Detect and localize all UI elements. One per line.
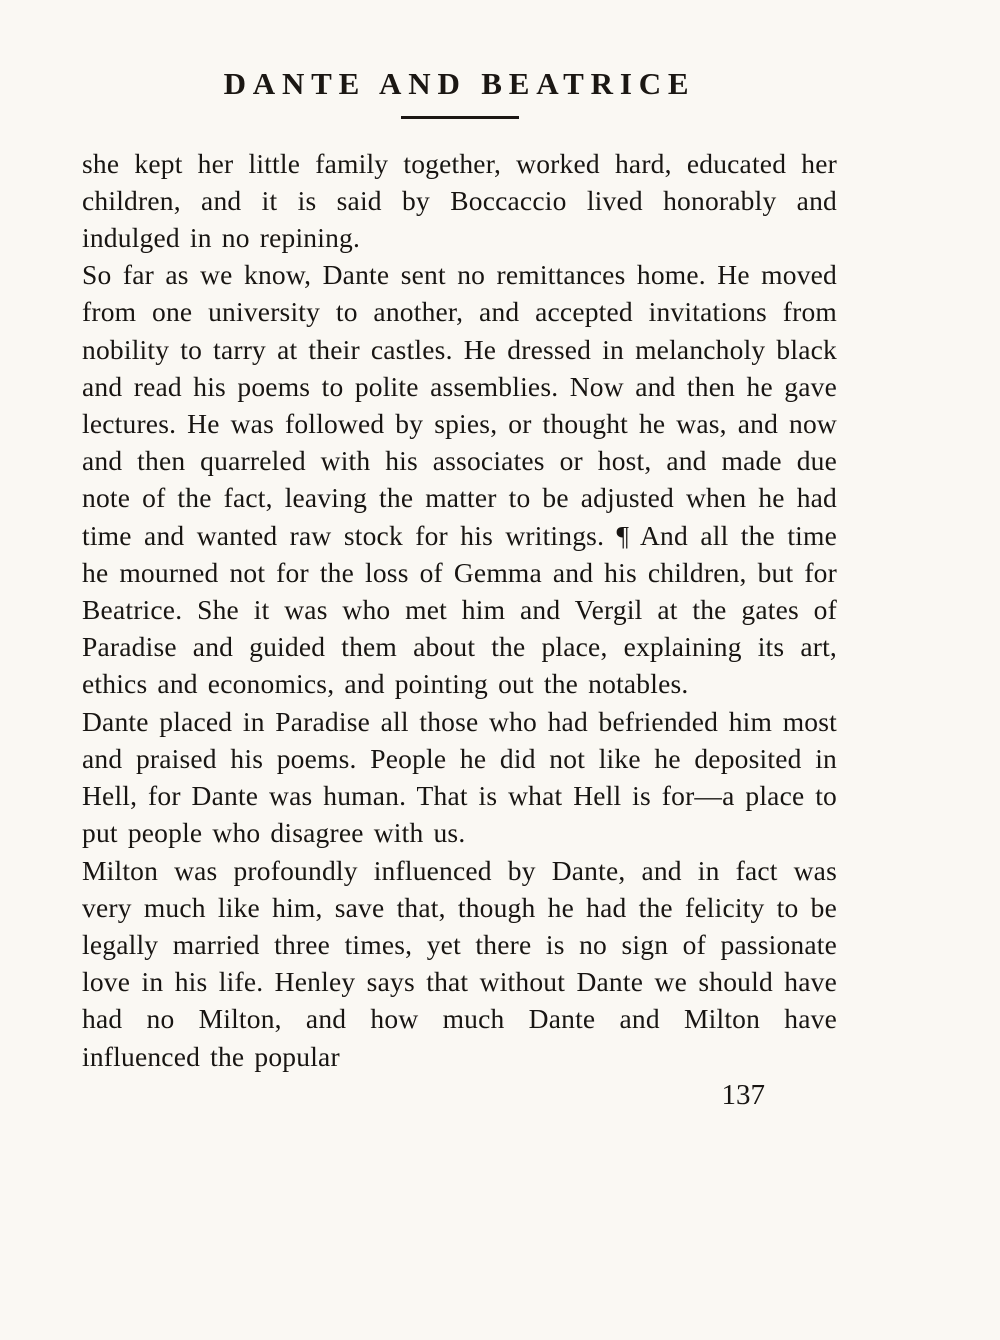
paragraph-2: So far as we know, Dante sent no remittances home. He moved from one university to another, and accepted invitations from nobility to tarry at their castles. He dressed in melancholy black and read his poems to polite assemblies. Now and then he gave lectures. He was followed by spies, or thought he was, and now and then quarreled with his associates or host, and made due note of the fact, leaving the matter to be adjusted when he had time and wanted raw stock for his writings. ¶ And all the time he mourned not for the loss of Gemma and his children, but for Beatrice. She it was who met him and Vergil at the gates of Paradise and guided them about the place, explaining its art, ethics and economics, and pointing out the notables. xyxy=(82,259,837,700)
title-rule xyxy=(401,116,519,119)
paragraph-3: Dante placed in Paradise all those who had befriended him most and praised his poems. People he did not like he deposited in Hell, for Dante was human. That is what Hell is for—a place to put people who disagree with us. xyxy=(82,705,837,849)
body-text xyxy=(82,145,837,1075)
page-header xyxy=(82,66,837,119)
page-number: 137 xyxy=(721,1078,765,1111)
paragraph-4: Milton was profoundly influenced by Dante, and in fact was very much like him, save that, though he had the felicity to be legally married three times, yet there is no sign of passionate love in his life. Henley says that without Dante we should have had no Milton, and how much Dante and Milton have influenced the popular xyxy=(82,854,837,1072)
page-title: DANTE AND BEATRICE xyxy=(223,66,696,101)
paragraph-1: she kept her little family together, worked hard, educated her children, and it is said by Boccaccio lived honorably and indulged in no repining. xyxy=(82,147,837,254)
